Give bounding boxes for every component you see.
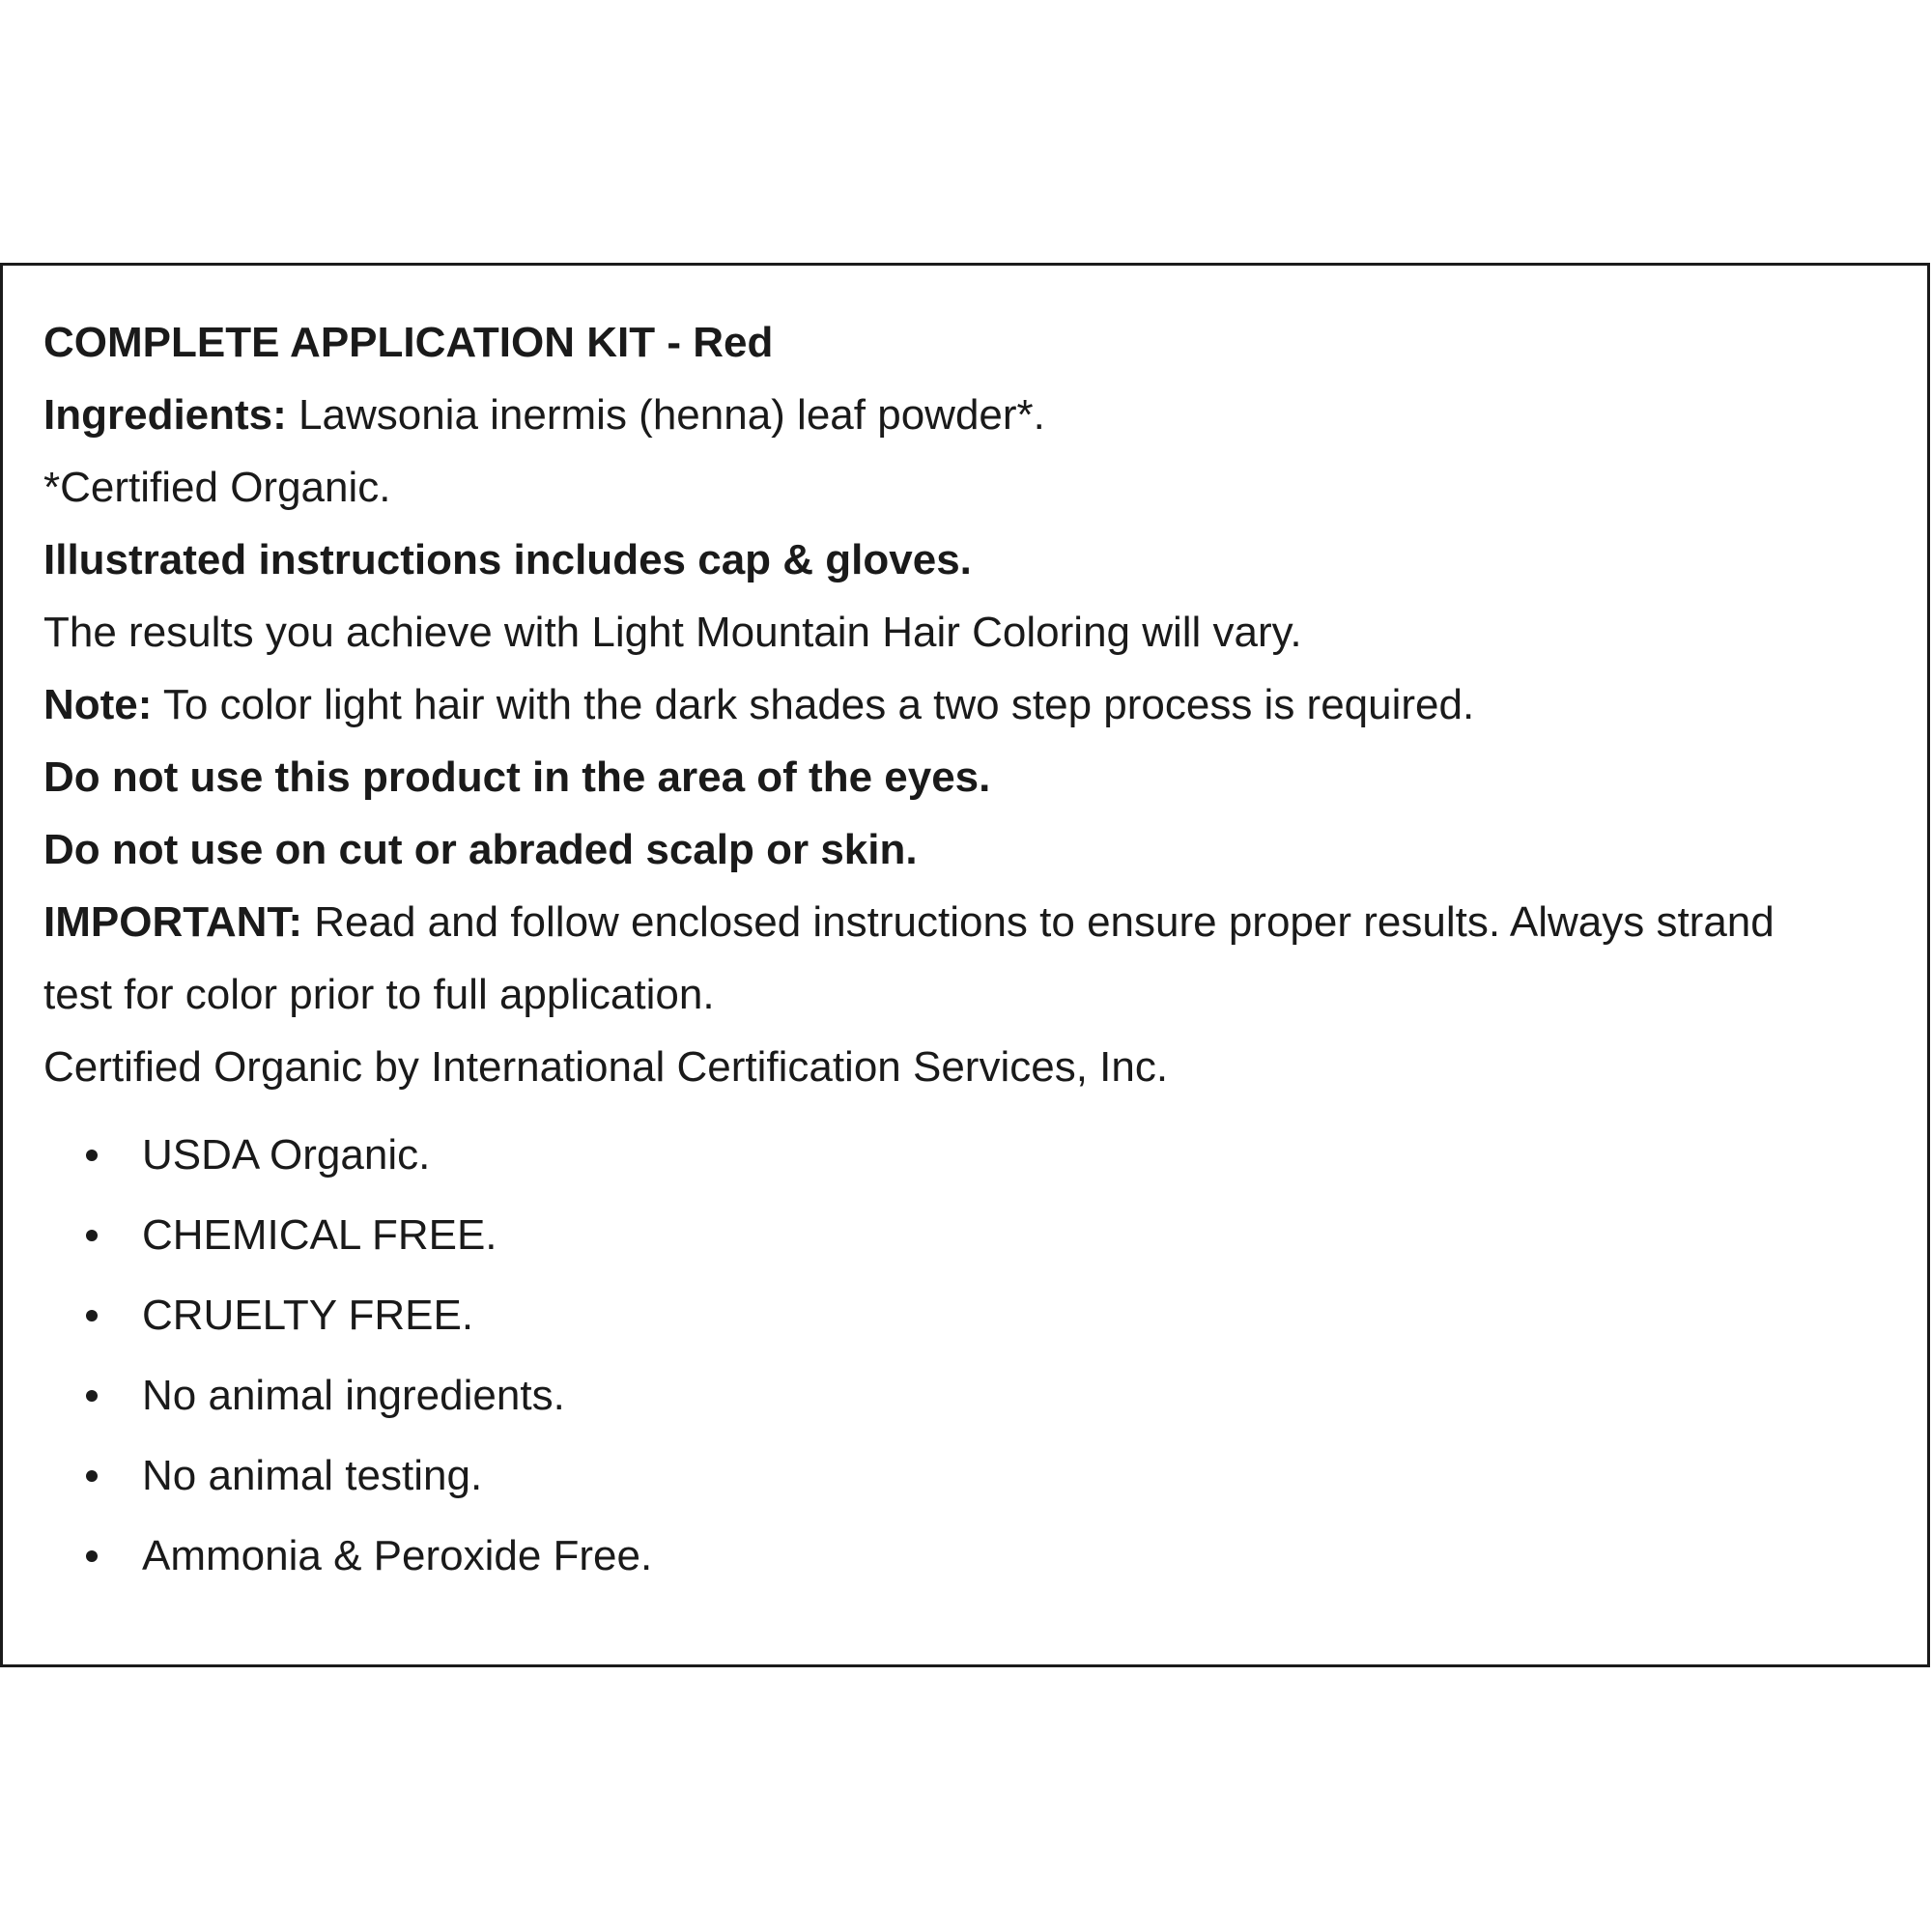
eyes-warning: Do not use this product in the area of the eyes.	[43, 753, 991, 801]
note-text: To color light hair with the dark shades a two step process is required.	[152, 681, 1475, 728]
important-label: IMPORTANT:	[43, 898, 303, 946]
certified-organic-note: *Certified Organic.	[43, 464, 391, 511]
feature-text: No animal ingredients.	[142, 1372, 565, 1419]
feature-text: CRUELTY FREE.	[142, 1292, 474, 1339]
feature-item	[43, 1516, 1869, 1596]
product-title: COMPLETE APPLICATION KIT - Red	[43, 319, 774, 366]
important-text: Read and follow enclosed instructions to ensure proper results. Always strand test for color prior to full application.	[43, 898, 1775, 1018]
illustrated-instructions: Illustrated instructions includes cap & gloves.	[43, 536, 972, 583]
note-label: Note:	[43, 681, 153, 728]
feature-text: Ammonia & Peroxide Free.	[142, 1532, 653, 1579]
product-info-content	[43, 306, 1869, 1596]
feature-text: No animal testing.	[142, 1452, 483, 1499]
bullet-icon	[86, 1550, 98, 1562]
ingredients-label: Ingredients:	[43, 391, 287, 439]
feature-item	[43, 1195, 1869, 1275]
scalp-warning: Do not use on cut or abraded scalp or skin.	[43, 826, 918, 873]
certified-by: Certified Organic by International Certification Services, Inc.	[43, 1043, 1169, 1091]
feature-list	[43, 1115, 1869, 1596]
feature-item	[43, 1355, 1869, 1435]
feature-text: USDA Organic.	[142, 1131, 431, 1179]
bullet-icon	[86, 1390, 98, 1402]
feature-item	[43, 1275, 1869, 1355]
note-line	[43, 668, 1869, 741]
important-line	[43, 886, 1821, 1031]
feature-text: CHEMICAL FREE.	[142, 1211, 497, 1259]
ingredients-line	[43, 379, 1869, 451]
bullet-icon	[86, 1310, 98, 1321]
product-info-panel	[0, 263, 1930, 1667]
bullet-icon	[86, 1470, 98, 1482]
bullet-icon	[86, 1230, 98, 1241]
bullet-icon	[86, 1150, 98, 1161]
ingredients-text: Lawsonia inermis (henna) leaf powder*.	[286, 391, 1045, 439]
results-disclaimer: The results you achieve with Light Mountain Hair Coloring will vary.	[43, 609, 1302, 656]
feature-item	[43, 1115, 1869, 1195]
feature-item	[43, 1435, 1869, 1516]
